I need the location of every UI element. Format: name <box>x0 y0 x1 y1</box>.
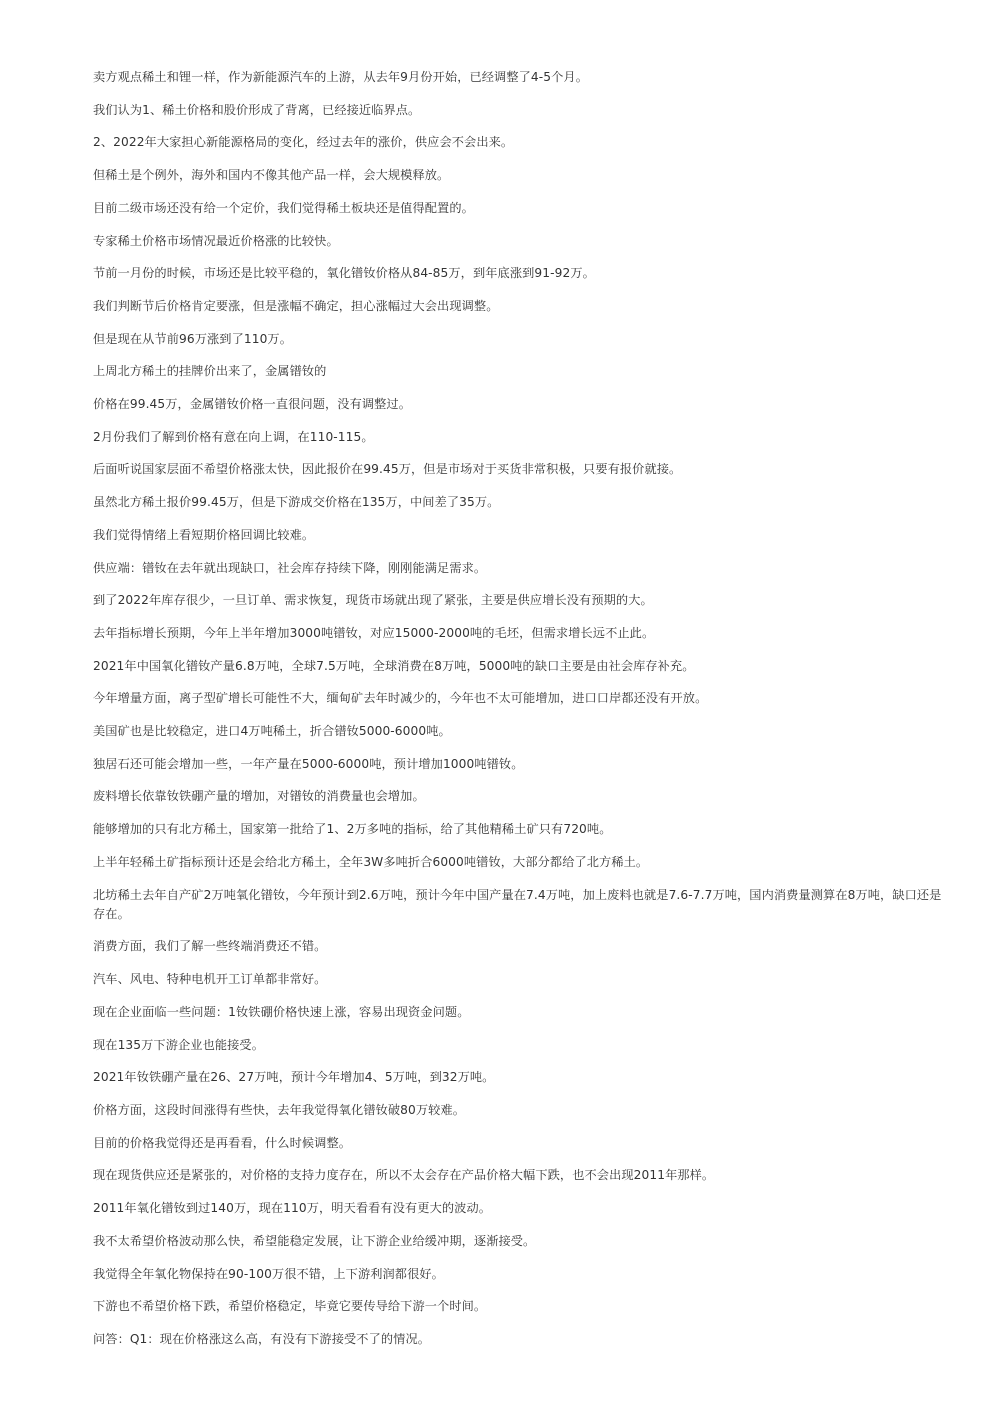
paragraph: 2011年氧化镨钕到过140万，现在110万，明天看看有没有更大的波动。 <box>93 1201 492 1216</box>
paragraph: 我觉得全年氧化物保持在90-100万很不错，上下游利润都很好。 <box>93 1266 444 1281</box>
paragraph: 但稀土是个例外，海外和国内不像其他产品一样，会大规模释放。 <box>93 168 450 183</box>
paragraph: 今年增量方面，离子型矿增长可能性不大，缅甸矿去年时减少的，今年也不太可能增加，进口口岸都还没有开放。 <box>93 691 708 706</box>
paragraph: 独居石还可能会增加一些，一年产量在5000-6000吨，预计增加1000吨镨钕。 <box>93 756 524 771</box>
paragraph: 问答：Q1：现在价格涨这么高，有没有下游接受不了的情况。 <box>93 1331 431 1346</box>
paragraph: 节前一月份的时候，市场还是比较平稳的，氧化镨钕价格从84-85万，到年底涨到91-92万。 <box>93 266 595 281</box>
paragraph: 但是现在从节前96万涨到了110万。 <box>93 331 293 346</box>
paragraph: 下游也不希望价格下跌，希望价格稳定，毕竟它要传导给下游一个时间。 <box>93 1299 487 1314</box>
paragraph: 后面听说国家层面不希望价格涨太快，因此报价在99.45万，但是市场对于买货非常积极，只要有报价就接。 <box>93 462 682 477</box>
paragraph: 2、2022年大家担心新能源格局的变化，经过去年的涨价，供应会不会出来。 <box>93 135 514 150</box>
paragraph: 废料增长依靠钕铁硼产量的增加，对镨钕的消费量也会增加。 <box>93 789 425 804</box>
paragraph: 2月份我们了解到价格有意在向上调，在110-115。 <box>93 429 374 444</box>
paragraph: 我们认为1、稀土价格和股价形成了背离，已经接近临界点。 <box>93 102 421 117</box>
paragraph: 目前二级市场还没有给一个定价，我们觉得稀土板块还是值得配置的。 <box>93 200 474 215</box>
paragraph: 2021年钕铁硼产量在26、27万吨，预计今年增加4、5万吨，到32万吨。 <box>93 1070 495 1085</box>
paragraph: 专家稀土价格市场情况最近价格涨的比较快。 <box>93 233 339 248</box>
paragraph: 能够增加的只有北方稀土，国家第一批给了1、2万多吨的指标，给了其他精稀土矿只有720吨。 <box>93 822 612 837</box>
paragraph: 上周北方稀土的挂牌价出来了，金属镨钕的 <box>93 364 327 379</box>
paragraph: 供应端：镨钕在去年就出现缺口，社会库存持续下降，刚刚能满足需求。 <box>93 560 487 575</box>
paragraph: 我们觉得情绪上看短期价格回调比较难。 <box>93 527 315 542</box>
paragraph: 现在现货供应还是紧张的，对价格的支持力度存在，所以不太会存在产品价格大幅下跌，也不会出现2011年那样。 <box>93 1168 715 1183</box>
paragraph: 我不太希望价格波动那么快，希望能稳定发展，让下游企业给缓冲期，逐渐接受。 <box>93 1233 536 1248</box>
paragraph: 目前的价格我觉得还是再看看，什么时候调整。 <box>93 1135 352 1150</box>
paragraph: 现在企业面临一些问题：1钕铁硼价格快速上涨，容易出现资金问题。 <box>93 1004 470 1019</box>
paragraph: 北坊稀土去年自产矿2万吨氧化镨钕，今年预计到2.6万吨，预计今年中国产量在7.4万吨，加上废料也就是7.6-7.7万吨，国内消费量测算在8万吨，缺口还是存在。 <box>93 887 942 921</box>
paragraph: 现在135万下游企业也能接受。 <box>93 1037 265 1052</box>
paragraph: 价格方面，这段时间涨得有些快，去年我觉得氧化镨钕破80万较难。 <box>93 1103 466 1117</box>
paragraph: 我们判断节后价格肯定要涨，但是涨幅不确定，担心涨幅过大会出现调整。 <box>93 298 499 313</box>
paragraph: 2021年中国氧化镨钕产量6.8万吨，全球7.5万吨，全球消费在8万吨，5000吨的缺口主要是由社会库存补充。 <box>93 658 695 673</box>
paragraph: 消费方面，我们了解一些终端消费还不错。 <box>93 939 327 954</box>
paragraph: 去年指标增长预期，今年上半年增加3000吨镨钕，对应15000-2000吨的毛坯，但需求增长远不止此。 <box>93 625 655 640</box>
document-body <box>93 68 943 1363</box>
paragraph: 虽然北方稀土报价99.45万，但是下游成交价格在135万，中间差了35万。 <box>93 495 500 510</box>
paragraph: 卖方观点稀土和锂一样，作为新能源汽车的上游，从去年9月份开始，已经调整了4-5个月。 <box>93 70 588 84</box>
paragraph: 上半年轻稀土矿指标预计还是会给北方稀土，全年3W多吨折合6000吨镨钕，大部分都给了北方稀土。 <box>93 854 649 869</box>
paragraph: 到了2022年库存很少，一旦订单、需求恢复，现货市场就出现了紧张，主要是供应增长没有预期的大。 <box>93 593 653 608</box>
paragraph: 价格在99.45万，金属镨钕价格一直很问题，没有调整过。 <box>93 397 412 412</box>
paragraph: 汽车、风电、特种电机开工订单都非常好。 <box>93 972 327 987</box>
paragraph: 美国矿也是比较稳定，进口4万吨稀土，折合镨钕5000-6000吨。 <box>93 724 451 739</box>
